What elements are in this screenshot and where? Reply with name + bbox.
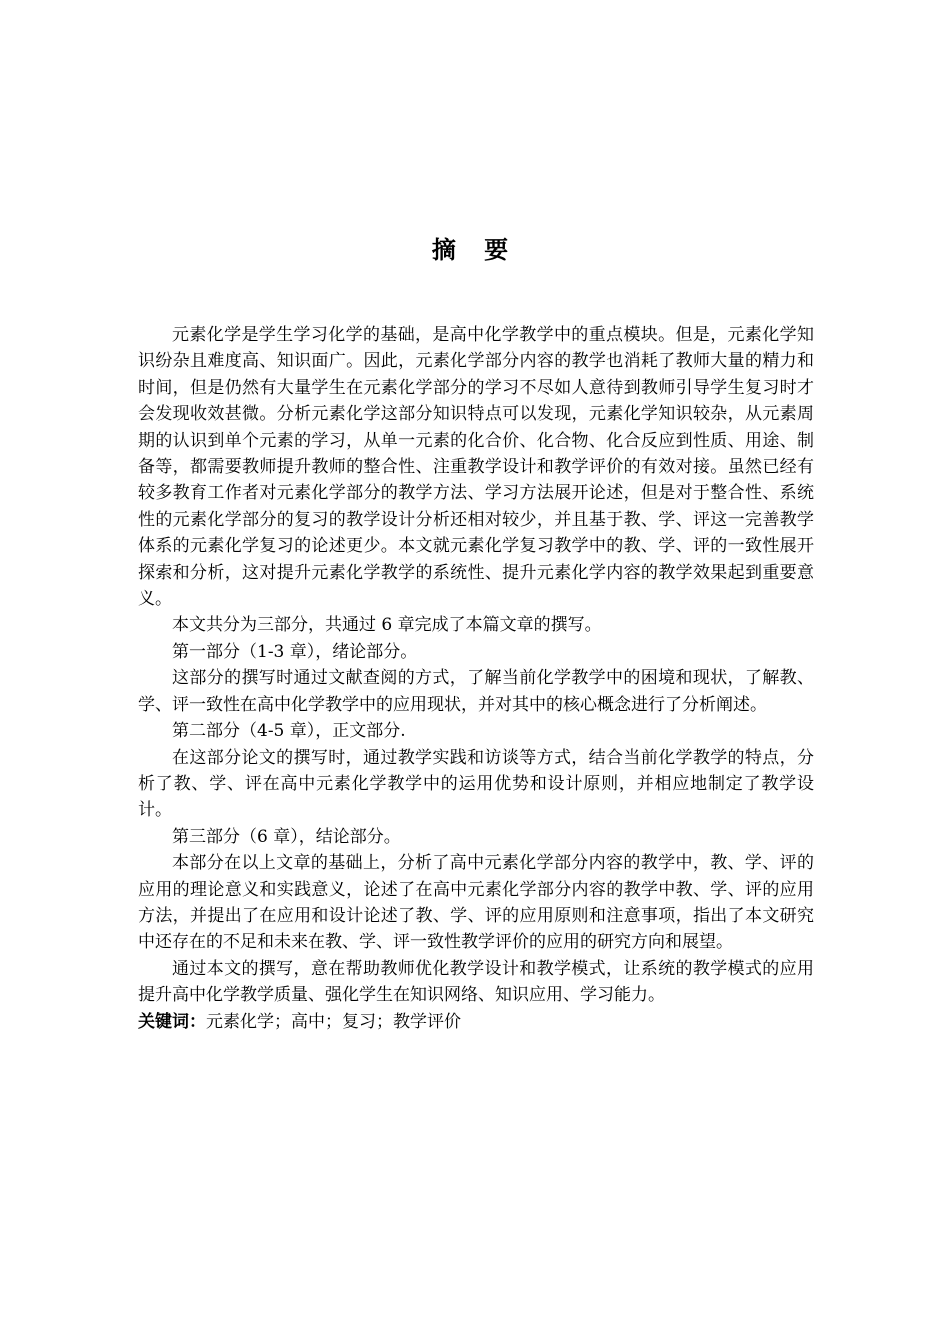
paragraph-intro: 元素化学是学生学习化学的基础，是高中化学教学中的重点模块。但是，元素化学知识纷杂且难度高、知识面广。因此，元素化学部分内容的教学也消耗了教师大量的精力和时间，但是仍然有大量学生在元素化学部分的学习不尽如人意待到教师引导学生复习时才会发现收效甚微。分析元素化学这部分知识特点可以发现，元素化学知识较杂，从元素周期的认识到单个元素的学习，从单一元素的化合价、化合物、化合反应到性质、用途、制备等，都需要教师提升教师的整合性、注重教学设计和教学评价的有效对接。虽然已经有较多教育工作者对元素化学部分的教学方法、学习方法展开论述，但是对于整合性、系统性的元素化学部分的复习的教学设计分析还相对较少，并且基于教、学、评这一完善教学体系的元素化学复习的论述更少。本文就元素化学复习教学中的教、学、评的一致性展开探索和分析，这对提升元素化学教学的系统性、提升元素化学内容的教学效果起到重要意义。 — [138, 325, 814, 610]
paragraph-part-one-heading: 第一部分（1-3 章），绪论部分。 — [172, 641, 418, 662]
paragraph-part-two-heading: 第二部分（4-5 章），正文部分. — [172, 721, 406, 742]
keywords-label: 关键词： — [138, 1011, 206, 1032]
paragraph-structure: 本文共分为三部分，共通过 6 章完成了本篇文章的撰写。 — [172, 615, 602, 636]
abstract-body — [138, 322, 814, 1035]
paragraph-part-three-body: 本部分在以上文章的基础上，分析了高中元素化学部分内容的教学中，教、学、评的应用的理论意义和实践意义，论述了在高中元素化学部分内容的教学中教、学、评的应用方法，并提出了在应用和设计论述了教、学、评的应用原则和注意事项，指出了本文研究中还存在的不足和未来在教、学、评一致性教学评价的应用的研究方向和展望。 — [138, 853, 814, 953]
paragraph-part-one-body: 这部分的撰写时通过文献查阅的方式，了解当前化学教学中的困境和现状，了解教、学、评一致性在高中化学教学中的应用现状，并对其中的核心概念进行了分析阐述。 — [138, 668, 814, 715]
paragraph-conclusion: 通过本文的撰写，意在帮助教师优化教学设计和教学模式，让系统的教学模式的应用提升高中化学教学质量、强化学生在知识网络、知识应用、学习能力。 — [138, 958, 814, 1006]
page-title: 摘 要 — [431, 236, 519, 264]
paragraph-part-two-body: 在这部分论文的撰写时，通过教学实践和访谈等方式，结合当前化学教学的特点，分析了教、学、评在高中元素化学教学中的运用优势和设计原则，并相应地制定了教学设计。 — [138, 747, 814, 821]
paragraph-part-three-heading: 第三部分（6 章），结论部分。 — [172, 826, 401, 847]
keywords-line — [138, 1009, 814, 1035]
keywords-value: 元素化学；高中；复习；教学评价 — [206, 1011, 461, 1032]
